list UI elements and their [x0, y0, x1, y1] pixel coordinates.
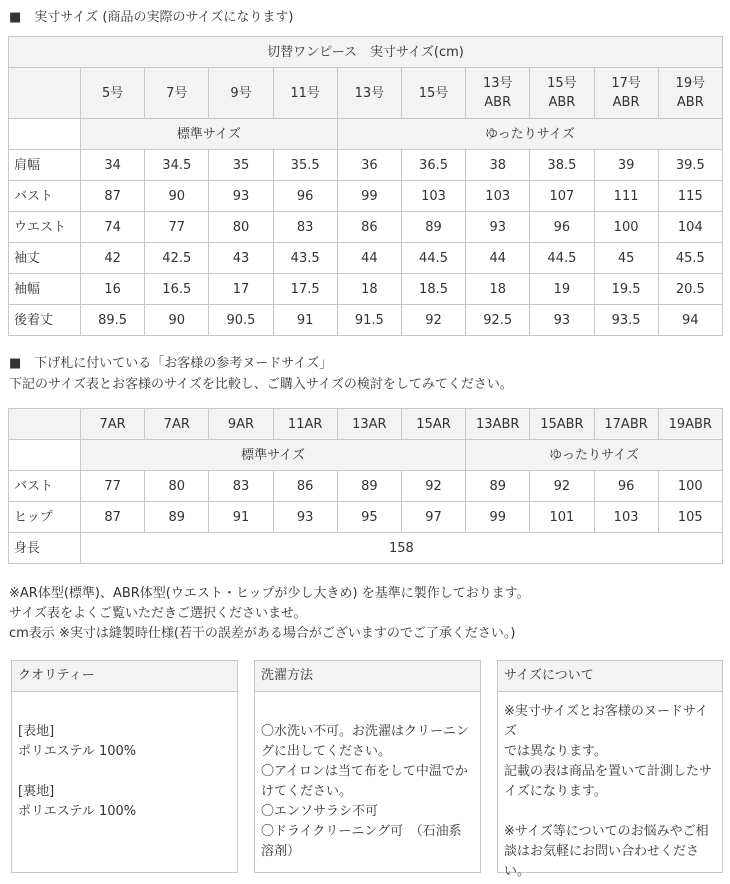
- row-label: 後着丈: [9, 305, 81, 336]
- box-title: クオリティー: [12, 661, 237, 692]
- section1-heading: ■ 実寸サイズ (商品の実際のサイズになります): [9, 10, 294, 25]
- value-cell: 44: [337, 243, 401, 274]
- value-cell: 87: [81, 502, 145, 533]
- value-cell: 103: [466, 181, 530, 212]
- size-header: 15号: [401, 68, 465, 119]
- value-cell: 92: [401, 471, 465, 502]
- value-cell: 77: [145, 212, 209, 243]
- table-row: [9, 243, 723, 274]
- value-cell: 115: [658, 181, 722, 212]
- group-loose: ゆったりサイズ: [337, 119, 722, 150]
- value-cell: 87: [81, 181, 145, 212]
- box-line: 〇アイロンは当て布をして中温でか けてください。: [261, 764, 468, 799]
- value-cell: 17.5: [273, 274, 337, 305]
- value-cell: 36.5: [401, 150, 465, 181]
- actual-size-table: [8, 36, 723, 336]
- value-cell: 96: [594, 471, 658, 502]
- value-cell: 36: [337, 150, 401, 181]
- size-header: 9号: [209, 68, 273, 119]
- box-title: 洗濯方法: [255, 661, 480, 692]
- note-1: ※AR体型(標準)、ABR体型(ウエスト・ヒップが少し大きめ) を基準に製作しております。: [9, 586, 530, 601]
- value-cell: 45.5: [658, 243, 722, 274]
- value-cell: 100: [594, 212, 658, 243]
- size-header: 7AR: [81, 409, 145, 440]
- corner-cell: [9, 440, 81, 471]
- box-line: [裏地]: [18, 784, 55, 799]
- value-cell: 43: [209, 243, 273, 274]
- value-cell: 91.5: [337, 305, 401, 336]
- corner-cell: [9, 68, 81, 119]
- value-cell: 93.5: [594, 305, 658, 336]
- size-header: 15ABR: [530, 409, 594, 440]
- value-cell: 83: [209, 471, 273, 502]
- value-cell: 89: [466, 471, 530, 502]
- group-standard: 標準サイズ: [81, 440, 466, 471]
- box-line: ※実寸サイズとお客様のヌードサイズ では異なります。: [504, 704, 708, 759]
- table-row: [9, 471, 723, 502]
- size-header: 13AR: [337, 409, 401, 440]
- value-cell: 44: [466, 243, 530, 274]
- value-cell: 86: [273, 471, 337, 502]
- box-line: [18, 702, 231, 722]
- value-cell: 35.5: [273, 150, 337, 181]
- value-cell: 103: [594, 502, 658, 533]
- value-cell: 93: [530, 305, 594, 336]
- box-line: [表地]: [18, 724, 55, 739]
- value-cell: 44.5: [530, 243, 594, 274]
- size-header: 7AR: [145, 409, 209, 440]
- group-loose: ゆったりサイズ: [466, 440, 723, 471]
- value-cell: 83: [273, 212, 337, 243]
- value-cell: 86: [337, 212, 401, 243]
- value-cell: 93: [466, 212, 530, 243]
- box-line: ポリエステル 100%: [18, 744, 137, 759]
- size-header: 17ABR: [594, 409, 658, 440]
- value-cell: 89: [401, 212, 465, 243]
- value-cell: 91: [209, 502, 273, 533]
- value-cell: 91: [273, 305, 337, 336]
- value-cell: 103: [401, 181, 465, 212]
- size-header: 15号 ABR: [530, 68, 594, 119]
- value-cell: 42.5: [145, 243, 209, 274]
- value-cell: 111: [594, 181, 658, 212]
- box-line: 〇ドライクリーニング可 （石油系 溶剤）: [261, 824, 462, 859]
- row-label: 袖幅: [9, 274, 81, 305]
- row-label: 袖丈: [9, 243, 81, 274]
- size-header: 13ABR: [466, 409, 530, 440]
- box-line: 〇水洗い不可。お洗濯はクリーニン グに出してください。: [261, 724, 470, 759]
- value-cell: 18: [466, 274, 530, 305]
- box-line: [504, 802, 716, 822]
- table-title: 切替ワンピース 実寸サイズ(cm): [9, 37, 723, 68]
- size-header: 7号: [145, 68, 209, 119]
- size-header: 5号: [81, 68, 145, 119]
- value-cell: 16.5: [145, 274, 209, 305]
- washing-box: [254, 660, 481, 873]
- size-info-box: [497, 660, 723, 879]
- size-header: 19号 ABR: [658, 68, 722, 119]
- table-row: [9, 150, 723, 181]
- size-header: 11号: [273, 68, 337, 119]
- value-cell: 93: [273, 502, 337, 533]
- value-cell: 99: [337, 181, 401, 212]
- row-label: 肩幅: [9, 150, 81, 181]
- value-cell: 90: [145, 181, 209, 212]
- table-row: [9, 274, 723, 305]
- value-cell: 45: [594, 243, 658, 274]
- row-label: 身長: [9, 533, 81, 564]
- corner-cell: [9, 119, 81, 150]
- table-row: [9, 305, 723, 336]
- value-cell: 97: [401, 502, 465, 533]
- value-cell: 44.5: [401, 243, 465, 274]
- value-cell: 80: [145, 471, 209, 502]
- size-header: 13号: [337, 68, 401, 119]
- value-cell: 99: [466, 502, 530, 533]
- value-cell: 42: [81, 243, 145, 274]
- row-label: バスト: [9, 181, 81, 212]
- corner-cell: [9, 409, 81, 440]
- value-cell: 89.5: [81, 305, 145, 336]
- table-row: [9, 502, 723, 533]
- value-cell: 92.5: [466, 305, 530, 336]
- note-3: cm表示 ※実寸は縫製時仕様(若干の誤差がある場合がございますのでご了承ください。): [9, 626, 516, 641]
- box-line: 〇エンソサラシ不可: [261, 804, 379, 819]
- value-cell: 20.5: [658, 274, 722, 305]
- size-header: 15AR: [401, 409, 465, 440]
- size-header: 19ABR: [658, 409, 722, 440]
- value-cell: 38: [466, 150, 530, 181]
- value-cell: 100: [658, 471, 722, 502]
- value-cell: 96: [530, 212, 594, 243]
- value-cell: 19: [530, 274, 594, 305]
- value-cell: 104: [658, 212, 722, 243]
- size-header: 13号 ABR: [466, 68, 530, 119]
- row-label: ウエスト: [9, 212, 81, 243]
- value-cell: 92: [401, 305, 465, 336]
- value-cell: 93: [209, 181, 273, 212]
- section2-heading: ■ 下げ札に付いている「お客様の参考ヌードサイズ」: [9, 356, 333, 371]
- value-cell: 101: [530, 502, 594, 533]
- table-row: [9, 212, 723, 243]
- quality-box: [11, 660, 238, 873]
- value-cell: 34.5: [145, 150, 209, 181]
- value-cell: 17: [209, 274, 273, 305]
- value-cell: 18.5: [401, 274, 465, 305]
- size-header: 9AR: [209, 409, 273, 440]
- value-cell: 35: [209, 150, 273, 181]
- size-header: 11AR: [273, 409, 337, 440]
- box-title: サイズについて: [498, 661, 722, 692]
- value-cell: 34: [81, 150, 145, 181]
- value-cell: 96: [273, 181, 337, 212]
- value-cell: 94: [658, 305, 722, 336]
- value-cell: 90: [145, 305, 209, 336]
- box-line: [18, 762, 231, 782]
- size-header: 17号 ABR: [594, 68, 658, 119]
- value-cell: 74: [81, 212, 145, 243]
- value-cell: 90.5: [209, 305, 273, 336]
- value-cell: 105: [658, 502, 722, 533]
- box-line: [261, 702, 474, 722]
- table-row: [9, 181, 723, 212]
- value-cell: 107: [530, 181, 594, 212]
- group-standard: 標準サイズ: [81, 119, 338, 150]
- value-cell: 95: [337, 502, 401, 533]
- nude-size-table: [8, 408, 723, 564]
- value-cell: 38.5: [530, 150, 594, 181]
- box-line: 記載の表は商品を置いて計測したサ イズになります。: [504, 764, 713, 799]
- value-cell: 77: [81, 471, 145, 502]
- value-cell: 89: [337, 471, 401, 502]
- row-label: バスト: [9, 471, 81, 502]
- height-value: 158: [81, 533, 723, 564]
- value-cell: 89: [145, 502, 209, 533]
- value-cell: 39: [594, 150, 658, 181]
- note-2: サイズ表をよくご覧いただきご選択くださいませ。: [9, 606, 307, 621]
- value-cell: 80: [209, 212, 273, 243]
- value-cell: 43.5: [273, 243, 337, 274]
- row-label: ヒップ: [9, 502, 81, 533]
- value-cell: 16: [81, 274, 145, 305]
- box-line: ※サイズ等についてのお悩みやご相 談はお気軽にお問い合わせくださ い。: [504, 824, 709, 879]
- value-cell: 19.5: [594, 274, 658, 305]
- value-cell: 18: [337, 274, 401, 305]
- value-cell: 39.5: [658, 150, 722, 181]
- value-cell: 92: [530, 471, 594, 502]
- box-line: ポリエステル 100%: [18, 804, 137, 819]
- section2-description: 下記のサイズ表とお客様のサイズを比較し、ご購入サイズの検討をしてみてください。: [9, 377, 513, 392]
